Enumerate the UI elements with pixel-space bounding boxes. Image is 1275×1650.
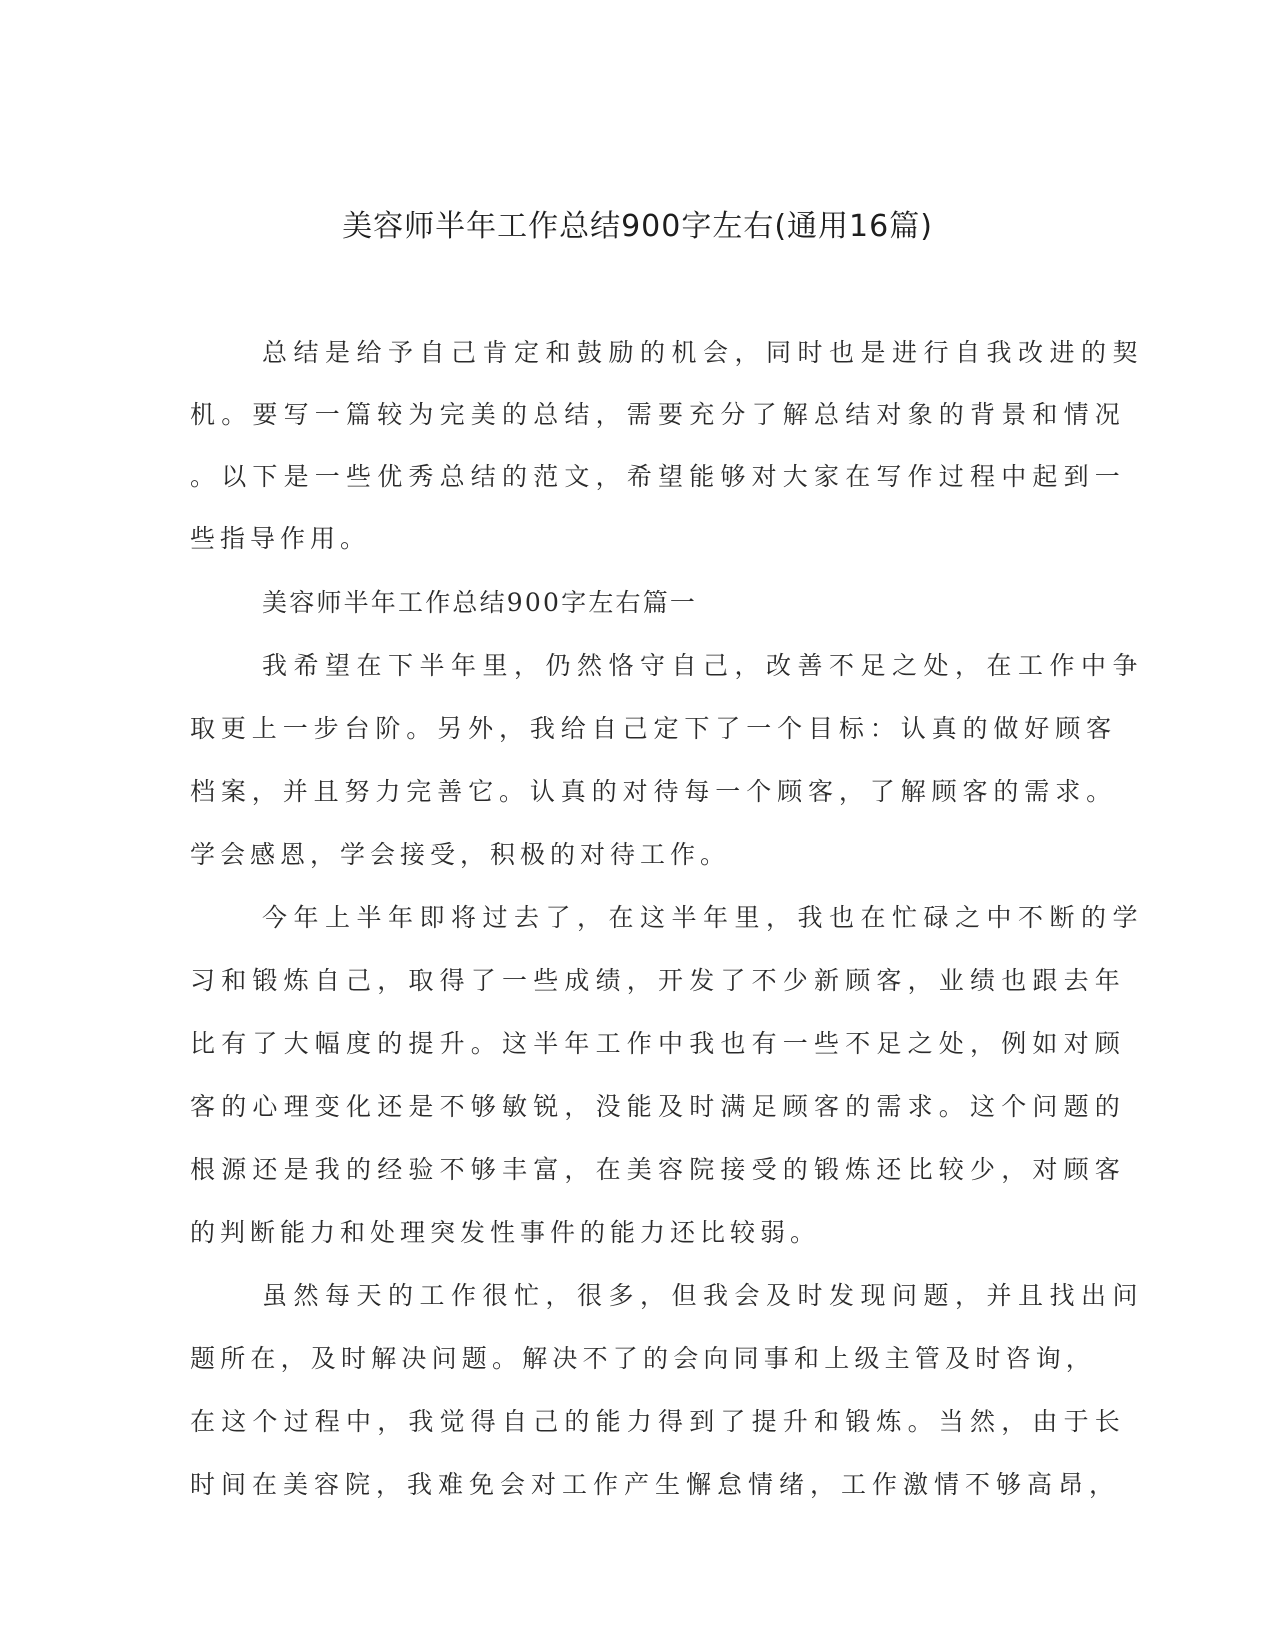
paragraph-line: 些指导作用。 — [190, 524, 371, 553]
paragraph-line: 虽然每天的工作很忙，很多，但我会及时发现问题，并且找出问 — [262, 1281, 1145, 1310]
paragraph-line: 取更上一步台阶。另外，我给自己定下了一个目标：认真的做好顾客 — [190, 714, 1118, 743]
paragraph-line: 习和锻炼自己，取得了一些成绩，开发了不少新顾客，业绩也跟去年 — [190, 966, 1127, 995]
paragraph-line: 客的心理变化还是不够敏锐，没能及时满足顾客的需求。这个问题的 — [190, 1092, 1127, 1121]
paragraph-line: 档案，并且努力完善它。认真的对待每一个顾客，了解顾客的需求。 — [190, 777, 1118, 806]
paragraph-line: 题所在，及时解决问题。解决不了的会向同事和上级主管及时咨询， — [190, 1344, 1097, 1373]
paragraph-line: 在这个过程中，我觉得自己的能力得到了提升和锻炼。当然，由于长 — [190, 1407, 1127, 1436]
paragraph-line: 机。要写一篇较为完美的总结，需要充分了解总结对象的背景和情况 — [190, 400, 1127, 429]
document-title: 美容师半年工作总结900字左右(通用16篇) — [342, 209, 933, 244]
paragraph-line: 学会感恩，学会接受，积极的对待工作。 — [190, 840, 731, 869]
section-heading: 美容师半年工作总结900字左右篇一 — [262, 588, 698, 617]
paragraph-line: 总结是给予自己肯定和鼓励的机会，同时也是进行自我改进的契 — [262, 338, 1145, 367]
paragraph-line: 今年上半年即将过去了，在这半年里，我也在忙碌之中不断的学 — [262, 903, 1145, 932]
paragraph-line: 的判断能力和处理突发性事件的能力还比较弱。 — [190, 1218, 821, 1247]
paragraph-line: 比有了大幅度的提升。这半年工作中我也有一些不足之处，例如对顾 — [190, 1029, 1127, 1058]
paragraph-line: 。以下是一些优秀总结的范文，希望能够对大家在写作过程中起到一 — [190, 462, 1127, 491]
paragraph-line: 根源还是我的经验不够丰富，在美容院接受的锻炼还比较少，对顾客 — [190, 1155, 1127, 1184]
paragraph-line: 我希望在下半年里，仍然恪守自己，改善不足之处，在工作中争 — [262, 651, 1145, 680]
paragraph-line: 时间在美容院，我难免会对工作产生懈怠情绪，工作激情不够高昂， — [190, 1470, 1121, 1499]
